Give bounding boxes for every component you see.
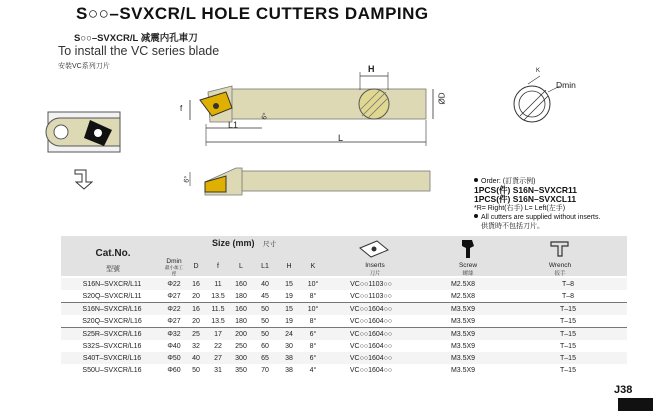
- cell-cat: S20Q–SVXCR/L11: [82, 292, 142, 300]
- cell-wrench: T–15: [560, 354, 576, 362]
- cell-wrench: T–15: [560, 317, 576, 325]
- cell-dmin: Φ32: [163, 328, 185, 341]
- catno-header: Cat.No.: [95, 248, 131, 259]
- cell-insert: VC○○1604○○: [349, 366, 393, 374]
- cell-dmin: Φ60: [167, 366, 181, 374]
- cell-f: 11: [214, 280, 222, 288]
- label-L1: L1: [228, 120, 239, 130]
- cell-insert: VC○○1604○○: [349, 342, 393, 350]
- label-f: f: [180, 104, 183, 113]
- cell-h: 19: [285, 292, 293, 300]
- cell-insert: VC○○1604○○: [349, 354, 393, 362]
- cell-l: 200: [229, 328, 253, 341]
- cell-l: 350: [235, 366, 247, 374]
- cell-h: 24: [277, 328, 301, 341]
- cell-l1: 50: [261, 317, 269, 325]
- bore-detail-icon: [46, 112, 120, 152]
- order-rl-note: *R= Right(右手) L= Left(左手): [474, 205, 566, 212]
- cell-d: 32: [192, 342, 200, 350]
- cell-cat: S32S–SVXCR/L16: [82, 342, 142, 350]
- cell-f: 27: [214, 354, 222, 362]
- tool-end-view: [514, 76, 560, 122]
- cell-l1: 60: [261, 342, 269, 350]
- cell-dmin: Φ27: [167, 292, 181, 300]
- cell-cat: S25R–SVXCR/L16: [61, 328, 163, 341]
- cell-insert: VC○○1604○○: [325, 328, 417, 341]
- cell-d: 20: [192, 317, 200, 325]
- cell-l: 180: [235, 317, 247, 325]
- cell-wrench: T–8: [561, 292, 575, 300]
- feed-arrow-icon: [75, 170, 92, 189]
- cell-insert: VC○○1604○○: [349, 317, 393, 325]
- col-D-header: D: [193, 263, 199, 270]
- cell-l1: 65: [261, 354, 269, 362]
- cell-dmin: Φ22: [163, 303, 185, 316]
- tool-top-view: [190, 72, 433, 146]
- table-row: [61, 315, 627, 328]
- wrench-header: Wrench: [548, 262, 572, 269]
- col-K-header: K: [310, 263, 316, 270]
- spec-table-body: [61, 278, 627, 376]
- col-dmin-cn: 最小加工徑: [165, 265, 183, 276]
- wrench-icon: [548, 238, 574, 260]
- cell-h: 30: [285, 342, 293, 350]
- cell-screw: M3.5X9: [417, 303, 509, 316]
- table-row: [61, 328, 627, 341]
- cell-k: 8°: [309, 317, 317, 325]
- cell-screw: M3.5X9: [450, 317, 476, 325]
- size-label-cn: 尺寸: [263, 241, 277, 248]
- label-L: L: [338, 133, 344, 143]
- cell-l: 160: [235, 280, 247, 288]
- order-line1-prefix: 1PCS(件): [474, 185, 511, 195]
- screw-icon: [458, 238, 478, 260]
- cell-dmin: Φ22: [167, 280, 181, 288]
- table-row: [61, 364, 627, 376]
- order-info: [474, 177, 600, 231]
- order-line2-code: S16N–SVXCL11: [512, 194, 577, 204]
- cell-f: 11.5: [207, 303, 229, 316]
- catno-header-cn: 型號: [106, 266, 120, 273]
- cell-k: 8°: [309, 342, 317, 350]
- cell-l1: 40: [261, 280, 269, 288]
- cell-d: 16: [192, 280, 200, 288]
- cell-screw: M2.5X8: [450, 292, 476, 300]
- cell-k: 10°: [301, 303, 325, 316]
- table-row: [61, 352, 627, 364]
- cell-dmin: Φ40: [167, 342, 181, 350]
- cell-cat: S16N–SVXCR/L16: [61, 303, 163, 316]
- cell-wrench: T–15: [560, 342, 576, 350]
- cell-cat: S50U–SVXCR/L16: [82, 366, 142, 374]
- order-line1-code: S16N–SVXCR11: [512, 185, 578, 195]
- cell-insert: VC○○1103○○: [350, 280, 392, 288]
- screw-header-cn: 螺絲: [462, 271, 474, 277]
- cell-d: 20: [192, 292, 200, 300]
- cell-f: 13.5: [211, 317, 225, 325]
- cell-h: 19: [285, 317, 293, 325]
- col-f-header: f: [217, 263, 219, 270]
- cell-f: 13.5: [211, 292, 225, 300]
- cell-l1: 50: [253, 328, 277, 341]
- cell-screw: M3.5X9: [417, 328, 509, 341]
- inserts-header-cn: 刀片: [369, 271, 381, 277]
- cell-h: 15: [277, 303, 301, 316]
- label-Dmin: Dmin: [556, 80, 576, 90]
- inserts-header: Inserts: [365, 262, 385, 269]
- cell-l: 250: [235, 342, 247, 350]
- cell-cat: S16N–SVXCR/L11: [82, 280, 142, 288]
- label-angle-side: 6°: [183, 175, 192, 184]
- table-row: [61, 340, 627, 352]
- col-L-header: L: [239, 263, 243, 270]
- cell-l1: 50: [253, 303, 277, 316]
- cell-k: 6°: [309, 354, 317, 362]
- cell-k: 4°: [309, 366, 317, 374]
- cell-h: 38: [285, 354, 293, 362]
- cell-screw: M3.5X9: [450, 342, 476, 350]
- cell-f: 31: [214, 366, 222, 374]
- cell-l: 180: [235, 292, 247, 300]
- order-heading: Order: (訂貨示例): [481, 178, 536, 185]
- cell-insert: VC○○1604○○: [325, 303, 417, 316]
- page-title: S○○–SVXCR/L HOLE CUTTERS DAMPING: [76, 4, 429, 23]
- cell-h: 15: [285, 280, 293, 288]
- order-inserts-note: All cutters are supplied without inserts.: [481, 214, 601, 221]
- cell-screw: M3.5X9: [450, 366, 476, 374]
- wrench-header-cn: 扳手: [554, 271, 566, 277]
- cell-d: 40: [192, 354, 200, 362]
- label-angle: 6°: [260, 112, 270, 121]
- cell-dmin: Φ27: [167, 317, 181, 325]
- cell-l1: 45: [261, 292, 269, 300]
- page-subtitle: S○○–SVXCR/L 减震内孔車刀: [74, 33, 198, 44]
- page-number: J38: [614, 384, 633, 396]
- cell-wrench: T–15: [560, 366, 576, 374]
- size-label: Size (mm): [211, 238, 255, 248]
- label-D: ØD: [437, 92, 447, 105]
- cell-l: 160: [229, 303, 253, 316]
- cell-f: 22: [214, 342, 222, 350]
- table-row: [61, 303, 627, 316]
- col-H-header: H: [286, 263, 292, 270]
- cell-dmin: Φ50: [167, 354, 181, 362]
- cell-k: 10°: [307, 280, 319, 288]
- order-inserts-note-cn: 供貨時不包括刀片。: [481, 223, 544, 230]
- screw-header: Screw: [458, 262, 478, 269]
- insert-icon: [355, 238, 395, 260]
- cell-k: 6°: [301, 328, 325, 341]
- col-dmin-header: [163, 258, 185, 277]
- order-line2-prefix: 1PCS(件): [474, 194, 511, 204]
- cell-screw: M2.5X8: [450, 280, 476, 288]
- page-tab-block: [618, 398, 653, 411]
- col-dmin-label: Dmin: [166, 258, 182, 265]
- install-note: To install the VC series blade: [58, 44, 220, 58]
- cell-d: 25: [185, 328, 207, 341]
- cell-wrench: T–8: [561, 280, 575, 288]
- table-row: [61, 290, 627, 303]
- cell-l1: 70: [261, 366, 269, 374]
- label-K: K: [536, 68, 541, 74]
- spec-table: [61, 278, 627, 376]
- cell-k: 8°: [309, 292, 317, 300]
- install-note-cn: 安裝VC系列刀片: [58, 63, 110, 70]
- size-header: [163, 238, 325, 248]
- col-L1-header: L1: [261, 263, 269, 270]
- cell-h: 38: [285, 366, 293, 374]
- cell-cat: S20Q–SVXCR/L16: [82, 317, 142, 325]
- cell-wrench: T–15: [509, 328, 627, 341]
- cell-cat: S40T–SVXCR/L16: [82, 354, 142, 362]
- cell-d: 16: [185, 303, 207, 316]
- tool-side-view: [190, 168, 430, 195]
- cell-screw: M3.5X9: [450, 354, 476, 362]
- cell-f: 17: [207, 328, 229, 341]
- table-row: [61, 278, 627, 290]
- cell-wrench: T–15: [509, 303, 627, 316]
- label-H: H: [368, 64, 375, 74]
- cell-d: 50: [192, 366, 200, 374]
- cell-insert: VC○○1103○○: [350, 292, 392, 300]
- cell-l: 300: [235, 354, 247, 362]
